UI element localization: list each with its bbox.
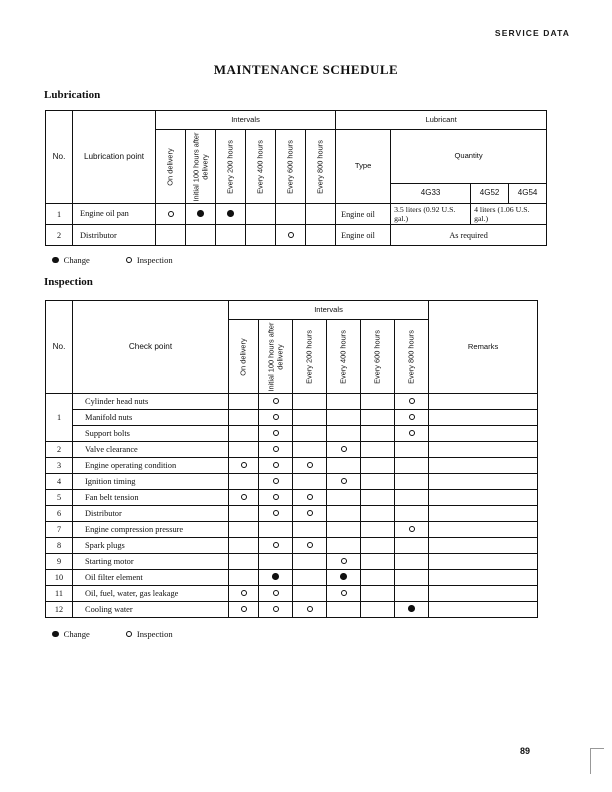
- mark-cell-0: [229, 394, 259, 410]
- mark-cell-4: [361, 474, 395, 490]
- table-row: [46, 458, 538, 474]
- interval-header-label: Every 600 hours: [372, 329, 382, 384]
- open-circle-icon: [409, 430, 415, 436]
- filled-circle-icon: [227, 210, 234, 217]
- open-circle-icon: [341, 446, 347, 452]
- open-circle-icon: [341, 478, 347, 484]
- filled-circle-icon: [197, 210, 204, 217]
- open-circle-icon: [288, 232, 294, 238]
- mark-cell-5: [395, 602, 429, 618]
- open-circle-icon: [273, 542, 279, 548]
- mark-cell-4: [361, 442, 395, 458]
- table-row: [46, 522, 538, 538]
- interval-header-every-600-hours: [361, 320, 395, 394]
- row-remarks: [429, 458, 538, 474]
- row-check-point: Distributor: [73, 506, 229, 522]
- mark-cell-5: [395, 490, 429, 506]
- row-remarks: [429, 442, 538, 458]
- mark-cell-1: [259, 394, 293, 410]
- row-quantity-4g52-4g54: 4 liters (1.06 U.S. gal.): [471, 204, 547, 225]
- header-no: No.: [46, 301, 73, 394]
- row-check-point: Engine operating condition: [73, 458, 229, 474]
- row-lubricant-type: Engine oil: [336, 225, 391, 246]
- mark-cell-3: [327, 394, 361, 410]
- row-remarks: [429, 506, 538, 522]
- mark-cell-5: [395, 554, 429, 570]
- mark-cell-4: [361, 554, 395, 570]
- open-circle-icon: [273, 446, 279, 452]
- open-circle-icon: [307, 494, 313, 500]
- interval-header-initial-100-hours-after-delivery: [186, 130, 216, 204]
- table-row: [46, 586, 538, 602]
- mark-cell-2: [216, 204, 246, 225]
- mark-cell-1: [259, 602, 293, 618]
- filled-circle-icon: [408, 605, 415, 612]
- header-quantity: Quantity: [391, 130, 547, 184]
- mark-cell-4: [276, 204, 306, 225]
- row-check-point: Engine compression pressure: [73, 522, 229, 538]
- mark-cell-2: [293, 570, 327, 586]
- interval-header-label: Initial 100 hours after delivery: [190, 131, 209, 202]
- row-lubrication-point: Distributor: [73, 225, 156, 246]
- mark-cell-0: [229, 490, 259, 506]
- mark-cell-3: [246, 225, 276, 246]
- header-model-4g33: 4G33: [391, 184, 471, 204]
- mark-cell-4: [361, 394, 395, 410]
- row-check-point: Spark plugs: [73, 538, 229, 554]
- mark-cell-1: [259, 474, 293, 490]
- row-no: 9: [46, 554, 73, 570]
- row-quantity-4g33: 3.5 liters (0.92 U.S. gal.): [391, 204, 471, 225]
- legend-inspection-label: Inspection: [136, 255, 173, 265]
- interval-header-every-200-hours: [216, 130, 246, 204]
- mark-cell-5: [395, 474, 429, 490]
- row-remarks: [429, 394, 538, 410]
- legend-change-label: Change: [63, 255, 90, 265]
- mark-cell-1: [259, 490, 293, 506]
- open-circle-icon: [126, 631, 132, 637]
- legend-change-label: Change: [63, 629, 90, 639]
- row-no: 5: [46, 490, 73, 506]
- row-check-point: Support bolts: [73, 426, 229, 442]
- row-no: 2: [46, 442, 73, 458]
- mark-cell-5: [395, 394, 429, 410]
- mark-cell-0: [229, 506, 259, 522]
- mark-cell-5: [395, 570, 429, 586]
- section-heading-lubrication: Lubrication: [44, 89, 101, 101]
- mark-cell-0: [229, 442, 259, 458]
- table-row: [46, 204, 547, 225]
- table-row: [46, 394, 538, 410]
- interval-header-on-delivery: [229, 320, 259, 394]
- row-remarks: [429, 570, 538, 586]
- mark-cell-4: [361, 426, 395, 442]
- mark-cell-2: [293, 442, 327, 458]
- mark-cell-4: [361, 410, 395, 426]
- interval-header-on-delivery: [156, 130, 186, 204]
- mark-cell-4: [361, 538, 395, 554]
- mark-cell-3: [327, 602, 361, 618]
- row-remarks: [429, 586, 538, 602]
- open-circle-icon: [273, 478, 279, 484]
- row-remarks: [429, 538, 538, 554]
- running-head: SERVICE DATA: [494, 28, 570, 38]
- header-lubrication-point: Lubrication point: [73, 111, 156, 204]
- mark-cell-2: [293, 490, 327, 506]
- mark-cell-2: [216, 225, 246, 246]
- legend-change: [52, 629, 90, 639]
- row-no: 8: [46, 538, 73, 554]
- mark-cell-0: [156, 225, 186, 246]
- page-title: MAINTENANCE SCHEDULE: [213, 62, 399, 77]
- row-no: 1: [46, 394, 73, 442]
- mark-cell-3: [327, 506, 361, 522]
- mark-cell-2: [293, 506, 327, 522]
- mark-cell-3: [327, 522, 361, 538]
- mark-cell-1: [259, 522, 293, 538]
- table-row: [46, 506, 538, 522]
- header-model-4g52: 4G52: [471, 184, 509, 204]
- mark-cell-4: [361, 458, 395, 474]
- table-row: [46, 442, 538, 458]
- mark-cell-4: [361, 586, 395, 602]
- legend-inspection: [126, 255, 173, 265]
- filled-circle-icon: [52, 631, 59, 638]
- mark-cell-5: [395, 410, 429, 426]
- table-row: [46, 426, 538, 442]
- interval-header-label: On delivery: [165, 147, 175, 186]
- mark-cell-4: [361, 570, 395, 586]
- row-check-point: Oil filter element: [73, 570, 229, 586]
- mark-cell-3: [327, 442, 361, 458]
- interval-header-label: Every 600 hours: [285, 139, 295, 194]
- row-remarks: [429, 522, 538, 538]
- mark-cell-0: [156, 204, 186, 225]
- open-circle-icon: [241, 606, 247, 612]
- row-lubrication-point: Engine oil pan: [73, 204, 156, 225]
- mark-cell-2: [293, 538, 327, 554]
- mark-cell-0: [229, 410, 259, 426]
- open-circle-icon: [241, 494, 247, 500]
- row-remarks: [429, 554, 538, 570]
- mark-cell-1: [259, 570, 293, 586]
- header-intervals: Intervals: [229, 301, 429, 320]
- interval-header-label: Every 400 hours: [338, 329, 348, 384]
- header-check-point: Check point: [73, 301, 229, 394]
- mark-cell-1: [186, 204, 216, 225]
- table-row: [46, 570, 538, 586]
- mark-cell-0: [229, 570, 259, 586]
- mark-cell-3: [327, 554, 361, 570]
- mark-cell-2: [293, 554, 327, 570]
- mark-cell-4: [361, 522, 395, 538]
- row-no: 6: [46, 506, 73, 522]
- mark-cell-2: [293, 586, 327, 602]
- mark-cell-2: [293, 426, 327, 442]
- legend-inspection: [126, 629, 173, 639]
- filled-circle-icon: [272, 573, 279, 580]
- row-check-point: Manifold nuts: [73, 410, 229, 426]
- mark-cell-3: [327, 570, 361, 586]
- row-no: 1: [46, 204, 73, 225]
- table-row: [46, 410, 538, 426]
- mark-cell-5: [306, 225, 336, 246]
- open-circle-icon: [307, 606, 313, 612]
- mark-cell-3: [327, 426, 361, 442]
- row-check-point: Ignition timing: [73, 474, 229, 490]
- mark-cell-1: [259, 426, 293, 442]
- open-circle-icon: [273, 430, 279, 436]
- interval-header-every-400-hours: [327, 320, 361, 394]
- mark-cell-1: [259, 538, 293, 554]
- mark-cell-4: [361, 490, 395, 506]
- table-row: [46, 602, 538, 618]
- header-model-4g54: 4G54: [509, 184, 547, 204]
- row-remarks: [429, 426, 538, 442]
- row-check-point: Fan belt tension: [73, 490, 229, 506]
- row-no: 4: [46, 474, 73, 490]
- mark-cell-2: [293, 602, 327, 618]
- mark-cell-5: [395, 458, 429, 474]
- row-no: 11: [46, 586, 73, 602]
- open-circle-icon: [307, 462, 313, 468]
- mark-cell-2: [293, 474, 327, 490]
- header-intervals: Intervals: [156, 111, 336, 130]
- legend-inspection-table: [52, 629, 173, 639]
- open-circle-icon: [273, 494, 279, 500]
- header-remarks: Remarks: [429, 301, 538, 394]
- row-lubricant-type: Engine oil: [336, 204, 391, 225]
- open-circle-icon: [409, 414, 415, 420]
- mark-cell-0: [229, 522, 259, 538]
- header-lubricant: Lubricant: [336, 111, 547, 130]
- mark-cell-2: [293, 410, 327, 426]
- table-row: [46, 490, 538, 506]
- interval-header-label: Every 200 hours: [225, 139, 235, 194]
- table-row: [46, 538, 538, 554]
- mark-cell-3: [246, 204, 276, 225]
- header-type: Type: [336, 130, 391, 204]
- legend-change: [52, 255, 90, 265]
- mark-cell-0: [229, 602, 259, 618]
- section-heading-inspection: Inspection: [44, 276, 93, 288]
- open-circle-icon: [307, 510, 313, 516]
- lubrication-table: [45, 110, 547, 246]
- mark-cell-3: [327, 490, 361, 506]
- row-check-point: Oil, fuel, water, gas leakage: [73, 586, 229, 602]
- open-circle-icon: [241, 590, 247, 596]
- open-circle-icon: [273, 510, 279, 516]
- mark-cell-5: [395, 538, 429, 554]
- mark-cell-5: [395, 442, 429, 458]
- mark-cell-0: [229, 426, 259, 442]
- mark-cell-1: [186, 225, 216, 246]
- page-number: 89: [519, 746, 530, 756]
- mark-cell-0: [229, 458, 259, 474]
- open-circle-icon: [273, 414, 279, 420]
- row-remarks: [429, 490, 538, 506]
- mark-cell-5: [395, 426, 429, 442]
- row-remarks: [429, 410, 538, 426]
- mark-cell-0: [229, 474, 259, 490]
- interval-header-every-600-hours: [276, 130, 306, 204]
- interval-header-every-200-hours: [293, 320, 327, 394]
- open-circle-icon: [341, 590, 347, 596]
- open-circle-icon: [273, 606, 279, 612]
- interval-header-label: Initial 100 hours after delivery: [265, 321, 284, 392]
- mark-cell-4: [361, 602, 395, 618]
- binding-edge-artifact: [590, 748, 604, 774]
- row-no: 7: [46, 522, 73, 538]
- table-header-row: [46, 111, 547, 130]
- mark-cell-4: [276, 225, 306, 246]
- mark-cell-1: [259, 586, 293, 602]
- open-circle-icon: [273, 462, 279, 468]
- mark-cell-0: [229, 586, 259, 602]
- mark-cell-1: [259, 554, 293, 570]
- inspection-table: [45, 300, 538, 618]
- open-circle-icon: [273, 398, 279, 404]
- row-check-point: Cooling water: [73, 602, 229, 618]
- row-check-point: Cylinder head nuts: [73, 394, 229, 410]
- mark-cell-1: [259, 506, 293, 522]
- row-quantity-all: As required: [391, 225, 547, 246]
- legend-lubrication: [52, 255, 173, 265]
- mark-cell-0: [229, 538, 259, 554]
- table-row: [46, 474, 538, 490]
- mark-cell-2: [293, 522, 327, 538]
- interval-header-label: Every 400 hours: [255, 139, 265, 194]
- row-no: 12: [46, 602, 73, 618]
- open-circle-icon: [273, 590, 279, 596]
- mark-cell-5: [306, 204, 336, 225]
- open-circle-icon: [409, 526, 415, 532]
- mark-cell-5: [395, 522, 429, 538]
- table-row: [46, 225, 547, 246]
- interval-header-initial-100-hours-after-delivery: [259, 320, 293, 394]
- interval-header-label: Every 800 hours: [315, 139, 325, 194]
- table-row: [46, 554, 538, 570]
- open-circle-icon: [168, 211, 174, 217]
- legend-inspection-label: Inspection: [136, 629, 173, 639]
- open-circle-icon: [307, 542, 313, 548]
- filled-circle-icon: [52, 257, 59, 264]
- open-circle-icon: [341, 558, 347, 564]
- interval-header-label: On delivery: [238, 337, 248, 376]
- mark-cell-2: [293, 394, 327, 410]
- row-check-point: Starting motor: [73, 554, 229, 570]
- mark-cell-5: [395, 506, 429, 522]
- open-circle-icon: [241, 462, 247, 468]
- mark-cell-3: [327, 586, 361, 602]
- open-circle-icon: [409, 398, 415, 404]
- row-no: 3: [46, 458, 73, 474]
- interval-header-label: Every 200 hours: [304, 329, 314, 384]
- mark-cell-3: [327, 458, 361, 474]
- open-circle-icon: [126, 257, 132, 263]
- interval-header-every-800-hours: [395, 320, 429, 394]
- table-header-row: [46, 301, 538, 320]
- filled-circle-icon: [340, 573, 347, 580]
- mark-cell-5: [395, 586, 429, 602]
- row-remarks: [429, 602, 538, 618]
- mark-cell-1: [259, 442, 293, 458]
- interval-header-every-400-hours: [246, 130, 276, 204]
- row-check-point: Valve clearance: [73, 442, 229, 458]
- interval-header-every-800-hours: [306, 130, 336, 204]
- mark-cell-1: [259, 458, 293, 474]
- mark-cell-3: [327, 410, 361, 426]
- header-no: No.: [46, 111, 73, 204]
- mark-cell-3: [327, 474, 361, 490]
- interval-header-label: Every 800 hours: [406, 329, 416, 384]
- mark-cell-4: [361, 506, 395, 522]
- mark-cell-0: [229, 554, 259, 570]
- mark-cell-3: [327, 538, 361, 554]
- mark-cell-1: [259, 410, 293, 426]
- mark-cell-2: [293, 458, 327, 474]
- row-no: 2: [46, 225, 73, 246]
- row-remarks: [429, 474, 538, 490]
- row-no: 10: [46, 570, 73, 586]
